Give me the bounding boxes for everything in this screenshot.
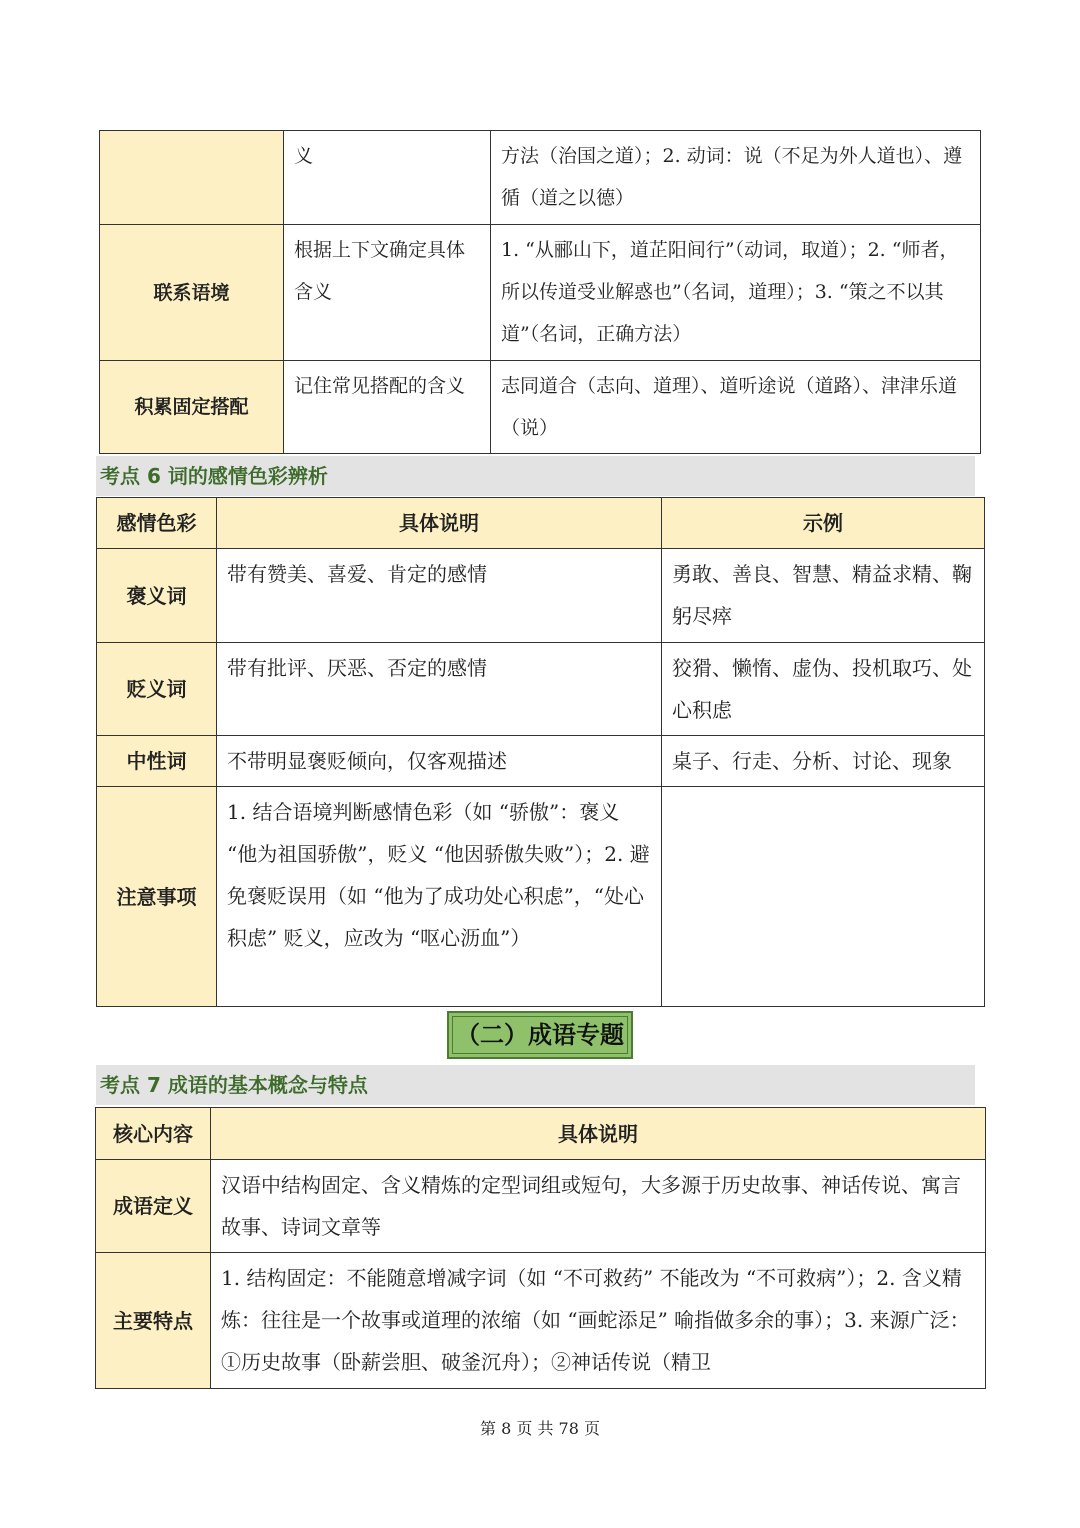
table-row [97,736,985,787]
page-number: 第 8 页 共 78 页 [480,1419,600,1438]
desc-cell: 1. 结合语境判断感情色彩（如 “骄傲”：褒义 “他为祖国骄傲”，贬义 “他因骄傲失败”）；2. 避免褒贬误用（如 “他为了成功处心积虑”，“处心积虑” 贬义，应改为 “呕心沥血”） [217,787,662,1007]
example-cell [662,787,985,1007]
emotion-color-table [96,497,985,1007]
desc-cell: 汉语中结构固定、含义精炼的定型词组或短句，大多源于历史故事、神话传说、寓言故事、诗词文章等 [211,1160,986,1253]
desc-cell: 不带明显褒贬倾向，仅客观描述 [217,736,662,787]
row-label: 贬义词 [97,643,217,736]
table-row [96,1253,986,1389]
column-header: 核心内容 [96,1108,211,1160]
desc-cell: 带有赞美、喜爱、肯定的感情 [217,549,662,643]
topic-title: （二）成语专题 [452,1016,628,1054]
row-label: 主要特点 [96,1253,211,1389]
example-cell: 1. “从郦山下，道芷阳间行”（动词，取道）；2. “师者，所以传道受业解惑也”（名词，道理）；3. “策之不以其道”（名词，正确方法） [491,225,981,361]
column-header: 具体说明 [211,1108,986,1160]
row-label: 联系语境 [100,225,284,361]
row-label: 积累固定搭配 [100,361,284,454]
table-row [100,131,981,225]
section-heading-6: 考点 6 词的感情色彩辨析 [96,456,975,496]
table-row [96,1160,986,1253]
row-label: 中性词 [97,736,217,787]
column-header: 示例 [662,498,985,549]
word-meaning-table [99,130,981,454]
example-cell: 勇敢、善良、智慧、精益求精、鞠躬尽瘁 [662,549,985,643]
example-cell: 志同道合（志向、道理）、道听途说（道路）、津津乐道（说） [491,361,981,454]
table-row [100,361,981,454]
desc-cell: 带有批评、厌恶、否定的感情 [217,643,662,736]
example-cell: 方法（治国之道）；2. 动词：说（不足为外人道也）、遵循（道之以德） [491,131,981,225]
table-row [97,787,985,1007]
section-heading-7: 考点 7 成语的基本概念与特点 [96,1065,975,1105]
idiom-concept-table [95,1107,986,1389]
example-cell: 桌子、行走、分析、讨论、现象 [662,736,985,787]
example-cell: 狡猾、懒惰、虚伪、投机取巧、处心积虑 [662,643,985,736]
row-label [100,131,284,225]
row-label: 注意事项 [97,787,217,1007]
method-cell: 记住常见搭配的含义 [284,361,491,454]
table-header-row [96,1108,986,1160]
method-cell: 义 [284,131,491,225]
topic-title-box [447,1011,633,1059]
column-header: 感情色彩 [97,498,217,549]
table-header-row [97,498,985,549]
table-row [97,549,985,643]
row-label: 褒义词 [97,549,217,643]
desc-cell: 1. 结构固定：不能随意增减字词（如 “不可救药” 不能改为 “不可救病”）；2. 含义精炼：往往是一个故事或道理的浓缩（如 “画蛇添足” 喻指做多余的事）；3. 来源广泛：①历史故事（卧薪尝胆、破釜沉舟）；②神话传说（精卫 [211,1253,986,1389]
method-cell: 根据上下文确定具体含义 [284,225,491,361]
table-row [97,643,985,736]
column-header: 具体说明 [217,498,662,549]
row-label: 成语定义 [96,1160,211,1253]
table-row [100,225,981,361]
